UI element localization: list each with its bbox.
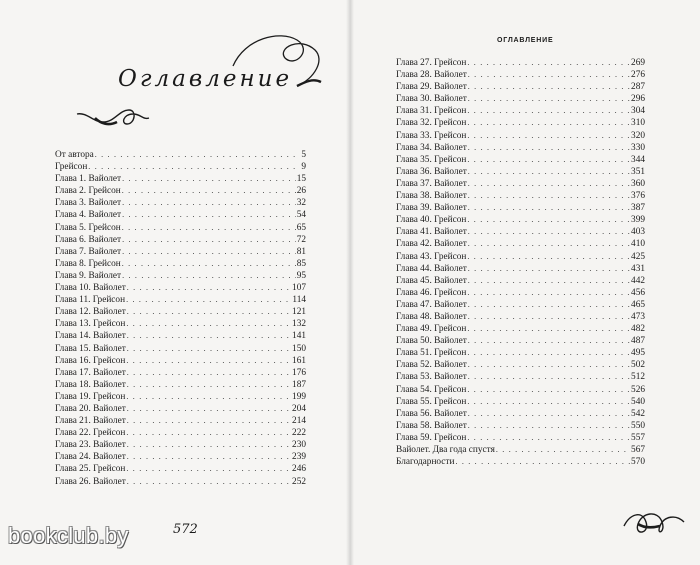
toc-entry-label: Глава 53. Вайолет: [396, 372, 467, 383]
toc-leader-dots: [127, 415, 291, 427]
toc-entry-label: Глава 4. Вайолет: [55, 210, 122, 221]
toc-entry-page: 542: [631, 408, 645, 419]
toc-leader-dots: [127, 367, 291, 379]
toc-entry-label: Глава 9. Вайолет: [55, 270, 122, 281]
toc-entry-label: Глава 51. Грейсон: [396, 348, 467, 359]
toc-entry: [55, 306, 306, 318]
toc-entry: [396, 371, 645, 383]
toc-entry-label: Глава 41. Вайолет: [396, 227, 467, 238]
toc-leader-dots: [88, 161, 300, 173]
toc-entry-page: 26: [296, 186, 306, 197]
toc-entry-page: 252: [292, 476, 306, 487]
toc-entry: [396, 251, 645, 263]
toc-leader-dots: [468, 226, 630, 238]
toc-leader-dots: [468, 238, 630, 250]
toc-entry-label: Глава 39. Вайолет: [396, 203, 467, 214]
toc-entry-label: Глава 32. Грейсон: [396, 118, 467, 129]
toc-leader-dots: [467, 323, 630, 335]
toc-entry: [55, 185, 306, 197]
toc-entry-page: 399: [631, 215, 645, 226]
toc-entry-label: Глава 7. Вайолет: [55, 246, 122, 257]
toc-entry-page: 526: [631, 384, 645, 395]
toc-entry-page: 360: [631, 178, 645, 189]
toc-entry-page: 204: [292, 403, 306, 414]
toc-leader-dots: [127, 282, 291, 294]
toc-entry-label: Глава 47. Вайолет: [396, 299, 467, 310]
toc-leader-dots: [468, 263, 630, 275]
toc-entry-label: От автора: [55, 150, 94, 160]
toc-leader-dots: [467, 154, 630, 166]
toc-entry: [396, 178, 645, 190]
toc-leader-dots: [126, 463, 291, 475]
toc-entry: [55, 343, 306, 355]
toc-entry: [396, 359, 645, 371]
toc-leader-dots: [122, 185, 296, 197]
toc-leader-dots: [122, 270, 296, 282]
toc-entry-label: Глава 23. Вайолет: [55, 440, 126, 451]
toc-leader-dots: [122, 197, 296, 209]
toc-entry-label: Глава 33. Грейсон: [396, 130, 467, 141]
toc-entry-page: 239: [292, 452, 306, 463]
toc-entry-page: 9: [301, 162, 306, 173]
watermark: bookclub.by: [8, 523, 129, 548]
toc-entry-page: 121: [292, 307, 306, 318]
toc-entry-label: Глава 1. Вайолет: [55, 174, 122, 185]
toc-entry-page: 5: [301, 150, 306, 160]
toc-leader-dots: [468, 190, 630, 202]
toc-entry-page: 330: [631, 142, 645, 153]
toc-entry-label: Глава 29. Вайолет: [396, 82, 467, 93]
toc-entry-page: 550: [631, 420, 645, 431]
toc-leader-dots: [468, 299, 630, 311]
toc-entry: [55, 209, 306, 221]
toc-entry: [396, 238, 645, 250]
toc-entry-label: Глава 15. Вайолет: [55, 343, 126, 354]
toc-entry: [396, 69, 645, 81]
toc-leader-dots: [127, 439, 291, 451]
toc-entry: [396, 81, 645, 93]
toc-entry: [396, 420, 645, 432]
toc-entry-label: Глава 55. Грейсон: [396, 396, 467, 407]
toc-entry-page: 304: [631, 106, 645, 117]
ribbon-underline-icon: [75, 100, 155, 135]
toc-entry: [55, 149, 306, 161]
toc-entry-label: Глава 48. Вайолет: [396, 311, 467, 322]
toc-leader-dots: [122, 222, 296, 234]
toc-entry-label: Глава 25. Грейсон: [55, 464, 126, 475]
toc-entry-page: 230: [292, 440, 306, 451]
toc-leader-dots: [95, 149, 301, 161]
running-head: ОГЛАВЛЕНИЕ: [497, 37, 554, 44]
toc-entry: [396, 263, 645, 275]
toc-entry: [396, 142, 645, 154]
toc-entry-page: 502: [631, 360, 645, 371]
toc-entry-label: Глава 14. Вайолет: [55, 331, 126, 342]
toc-leader-dots: [127, 343, 291, 355]
toc-entry: [396, 384, 645, 396]
toc-entry: [55, 463, 306, 475]
toc-entry: [55, 330, 306, 342]
toc-entry-label: Глава 17. Вайолет: [55, 367, 126, 378]
toc-leader-dots: [122, 234, 296, 246]
toc-entry-page: 403: [631, 227, 645, 238]
toc-leader-dots: [468, 202, 630, 214]
toc-entry: [55, 451, 306, 463]
toc-entry-page: 15: [296, 174, 306, 185]
toc-entry-label: Вайолет. Два года спустя: [396, 445, 495, 455]
toc-entry-page: 72: [296, 234, 306, 245]
toc-entry: [55, 173, 306, 185]
toc-entry-page: 540: [631, 396, 645, 407]
toc-entry-label: Глава 26. Вайолет: [55, 476, 126, 487]
toc-entry: [396, 287, 645, 299]
toc-leader-dots: [468, 178, 630, 190]
toc-entry-page: 431: [631, 263, 645, 274]
toc-entry: [55, 197, 306, 209]
toc-entry: [55, 367, 306, 379]
toc-leader-dots: [467, 105, 630, 117]
toc-entry-label: Глава 19. Грейсон: [55, 391, 126, 402]
toc-entry: [396, 444, 645, 456]
toc-entry-label: Глава 27. Грейсон: [396, 58, 467, 68]
toc-entry-label: Глава 43. Грейсон: [396, 251, 467, 262]
toc-leader-dots: [467, 384, 630, 396]
toc-entry-page: 376: [631, 191, 645, 202]
toc-leader-dots: [468, 408, 630, 420]
toc-leader-dots: [468, 371, 630, 383]
toc-leader-dots: [468, 420, 630, 432]
page-gutter: [346, 0, 354, 565]
toc-entry-page: 114: [292, 295, 306, 306]
toc-entry-label: Глава 31. Грейсон: [396, 106, 467, 117]
toc-entry-page: 465: [631, 299, 645, 310]
toc-entry: [55, 282, 306, 294]
toc-entry: [396, 105, 645, 117]
toc-entry-label: Глава 42. Вайолет: [396, 239, 467, 250]
toc-entry-page: 269: [631, 58, 645, 68]
toc-leader-dots: [455, 456, 630, 468]
toc-entry-label: Глава 49. Грейсон: [396, 324, 467, 335]
toc-leader-dots: [127, 451, 291, 463]
toc-entry-label: Глава 28. Вайолет: [396, 70, 467, 81]
toc-entry-page: 276: [631, 70, 645, 81]
toc-leader-dots: [127, 379, 291, 391]
toc-entry: [55, 222, 306, 234]
toc-entry-label: Глава 38. Вайолет: [396, 191, 467, 202]
toc-entry: [396, 432, 645, 444]
toc-entry-page: 107: [292, 283, 306, 294]
toc-entry-label: Глава 34. Вайолет: [396, 142, 467, 153]
toc-entry-label: Глава 11. Грейсон: [55, 295, 126, 306]
toc-entry: [396, 166, 645, 178]
toc-entry-page: 557: [631, 432, 645, 443]
toc-entry-page: 161: [292, 355, 306, 366]
toc-leader-dots: [468, 142, 630, 154]
toc-entry-label: Глава 2. Грейсон: [55, 186, 121, 197]
toc-entry-label: Глава 21. Вайолет: [55, 416, 126, 427]
toc-entry-page: 456: [631, 287, 645, 298]
toc-entry: [396, 275, 645, 287]
toc-entry-label: Грейсон: [55, 162, 88, 173]
toc-entry-label: Глава 52. Вайолет: [396, 360, 467, 371]
toc-entry-page: 567: [631, 445, 645, 455]
toc-entry-page: 176: [292, 367, 306, 378]
toc-entry-page: 54: [296, 210, 306, 221]
toc-entry-label: Глава 36. Вайолет: [396, 166, 467, 177]
toc-entry-label: Глава 56. Вайолет: [396, 408, 467, 419]
toc-entry: [396, 154, 645, 166]
toc-leader-dots: [127, 330, 291, 342]
toc-entry: [55, 294, 306, 306]
toc-entry-label: Глава 16. Грейсон: [55, 355, 126, 366]
toc-entry: [55, 234, 306, 246]
toc-entry-label: Глава 30. Вайолет: [396, 94, 467, 105]
page-number: 572: [173, 522, 198, 537]
toc-entry-label: Глава 20. Вайолет: [55, 403, 126, 414]
toc-entry-page: 150: [292, 343, 306, 354]
toc-entry: [396, 335, 645, 347]
toc-entry-page: 320: [631, 130, 645, 141]
toc-entry: [396, 202, 645, 214]
toc-entry: [396, 347, 645, 359]
toc-entry: [396, 93, 645, 105]
toc-entry: [396, 396, 645, 408]
toc-entry-page: 296: [631, 94, 645, 105]
toc-entry: [55, 415, 306, 427]
toc-leader-dots: [467, 117, 630, 129]
toc-leader-dots: [468, 69, 630, 81]
toc-leader-dots: [467, 347, 630, 359]
toc-leader-dots: [126, 318, 291, 330]
toc-leader-dots: [127, 476, 291, 488]
toc-leader-dots: [467, 251, 630, 263]
toc-entry-page: 310: [631, 118, 645, 129]
toc-entry-label: Глава 45. Вайолет: [396, 275, 467, 286]
toc-leader-dots: [467, 130, 630, 142]
toc-entry-label: Глава 5. Грейсон: [55, 222, 121, 233]
toc-leader-dots: [122, 258, 296, 270]
toc-entry-label: Глава 8. Грейсон: [55, 258, 121, 269]
toc-leader-dots: [126, 355, 291, 367]
toc-leader-dots: [468, 359, 630, 371]
toc-entry-label: Глава 13. Грейсон: [55, 319, 126, 330]
toc-leader-dots: [467, 57, 630, 69]
toc-entry: [55, 403, 306, 415]
toc-entry-page: 344: [631, 154, 645, 165]
toc-entry-page: 482: [631, 324, 645, 335]
toc-entry: [55, 379, 306, 391]
toc-entry: [396, 323, 645, 335]
toc-entry: [396, 130, 645, 142]
toc-entry-page: 442: [631, 275, 645, 286]
toc-entry-label: Благодарности: [396, 457, 455, 468]
toc-leader-dots: [468, 275, 630, 287]
toc-leader-dots: [468, 81, 630, 93]
toc-entry: [55, 355, 306, 367]
toc-entry-page: 132: [292, 319, 306, 330]
toc-entry: [55, 161, 306, 173]
toc-entry-label: Глава 22. Грейсон: [55, 428, 126, 439]
toc-entry-page: 199: [292, 391, 306, 402]
toc-entry: [55, 318, 306, 330]
toc-entry: [396, 408, 645, 420]
toc-entry: [396, 190, 645, 202]
toc-leader-dots: [467, 396, 630, 408]
ribbon-corner-icon: [620, 500, 690, 545]
toc-entry: [396, 456, 645, 468]
toc-list-left: [55, 149, 306, 488]
toc-entry-label: Глава 59. Грейсон: [396, 432, 467, 443]
toc-entry: [396, 117, 645, 129]
toc-entry-page: 287: [631, 82, 645, 93]
toc-entry-page: 222: [292, 428, 306, 439]
toc-entry-label: Глава 10. Вайолет: [55, 283, 126, 294]
toc-entry-page: 425: [631, 251, 645, 262]
toc-leader-dots: [122, 173, 296, 185]
toc-entry-page: 214: [292, 416, 306, 427]
toc-entry-page: 81: [296, 246, 306, 257]
toc-leader-dots: [468, 166, 630, 178]
toc-leader-dots: [467, 432, 630, 444]
toc-list-right: [396, 57, 645, 468]
toc-entry-page: 351: [631, 166, 645, 177]
toc-leader-dots: [126, 294, 291, 306]
toc-entry-page: 410: [631, 239, 645, 250]
toc-entry-page: 512: [631, 372, 645, 383]
toc-entry: [396, 299, 645, 311]
toc-entry-page: 32: [296, 198, 306, 209]
toc-entry-page: 387: [631, 203, 645, 214]
toc-entry-label: Глава 37. Вайолет: [396, 178, 467, 189]
page-title: Оглавление: [118, 66, 293, 92]
toc-entry: [55, 439, 306, 451]
toc-leader-dots: [468, 335, 630, 347]
toc-leader-dots: [127, 403, 291, 415]
toc-entry-label: Глава 3. Вайолет: [55, 198, 122, 209]
toc-entry-page: 85: [296, 258, 306, 269]
toc-entry: [55, 391, 306, 403]
toc-entry-page: 246: [292, 464, 306, 475]
toc-entry-page: 95: [296, 270, 306, 281]
toc-entry: [55, 270, 306, 282]
toc-entry-page: 65: [296, 222, 306, 233]
toc-entry: [396, 214, 645, 226]
toc-leader-dots: [467, 287, 630, 299]
toc-entry: [55, 246, 306, 258]
toc-leader-dots: [496, 444, 630, 456]
toc-entry-page: 473: [631, 311, 645, 322]
toc-leader-dots: [122, 246, 296, 258]
toc-entry-page: 495: [631, 348, 645, 359]
toc-entry-page: 570: [631, 457, 645, 468]
toc-entry: [55, 476, 306, 488]
toc-entry: [396, 57, 645, 69]
toc-leader-dots: [467, 214, 630, 226]
toc-entry-label: Глава 24. Вайолет: [55, 452, 126, 463]
toc-entry-label: Глава 54. Грейсон: [396, 384, 467, 395]
toc-leader-dots: [468, 311, 630, 323]
toc-leader-dots: [126, 391, 291, 403]
toc-entry: [396, 226, 645, 238]
toc-entry-label: Глава 44. Вайолет: [396, 263, 467, 274]
toc-entry: [55, 427, 306, 439]
toc-entry-label: Глава 50. Вайолет: [396, 336, 467, 347]
toc-leader-dots: [127, 306, 291, 318]
toc-leader-dots: [126, 427, 291, 439]
toc-entry-label: Глава 6. Вайолет: [55, 234, 122, 245]
toc-entry: [55, 258, 306, 270]
toc-entry: [396, 311, 645, 323]
toc-entry-label: Глава 58. Вайолет: [396, 420, 467, 431]
toc-entry-page: 487: [631, 336, 645, 347]
toc-entry-page: 141: [292, 331, 306, 342]
toc-entry-label: Глава 46. Грейсон: [396, 287, 467, 298]
toc-leader-dots: [122, 209, 296, 221]
toc-entry-label: Глава 18. Вайолет: [55, 379, 126, 390]
toc-entry-page: 187: [292, 379, 306, 390]
toc-entry-label: Глава 35. Грейсон: [396, 154, 467, 165]
toc-entry-label: Глава 40. Грейсон: [396, 215, 467, 226]
toc-entry-label: Глава 12. Вайолет: [55, 307, 126, 318]
toc-leader-dots: [468, 93, 630, 105]
